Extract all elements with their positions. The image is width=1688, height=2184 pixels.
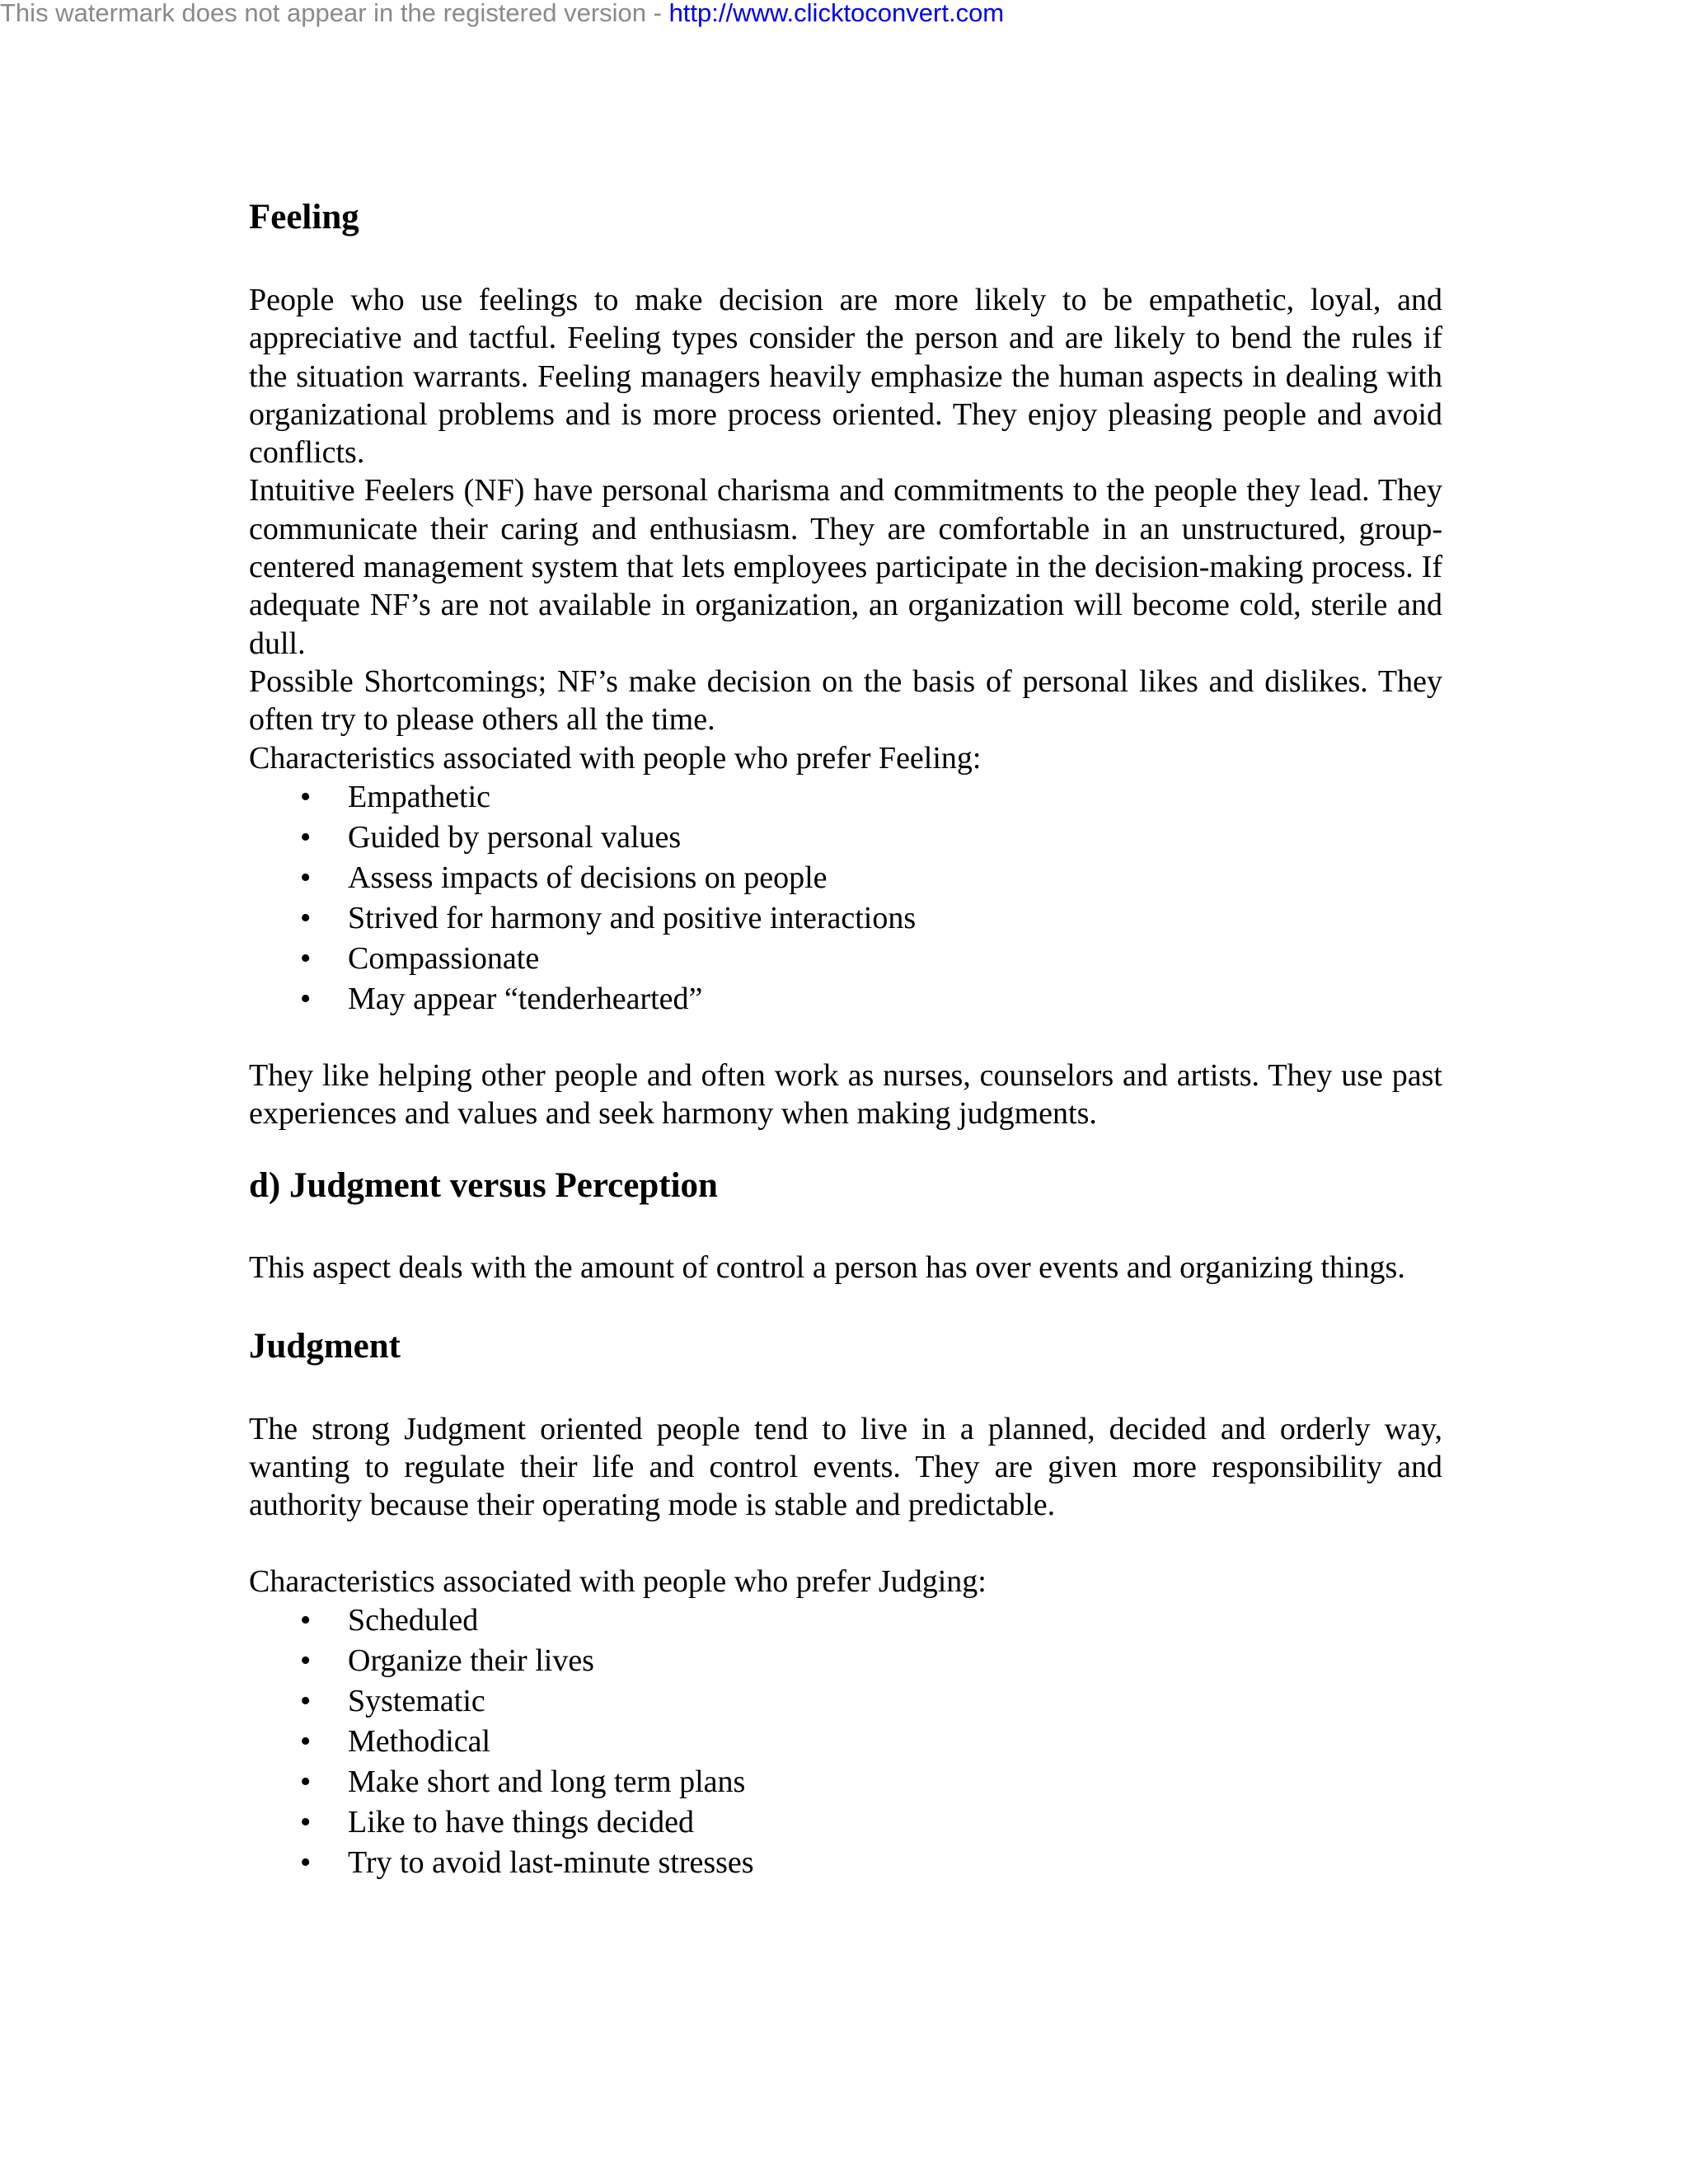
list-item-text: Systematic [348, 1683, 485, 1718]
list-item [249, 1722, 1442, 1762]
list-feeling-characteristics [249, 777, 1442, 1019]
heading-judgment-versus-perception: d) Judgment versus Perception [249, 1166, 718, 1206]
paragraph-shortcomings: Possible Shortcomings; NF’s make decision on the basis of personal likes and dislikes. They often try to please others all the time. [249, 663, 1442, 738]
list-item-text: Scheduled [348, 1602, 479, 1638]
list-item [249, 1802, 1442, 1843]
bullet-icon: • [300, 940, 312, 976]
bullet-icon: • [300, 1602, 312, 1638]
paragraph-control-aspect: This aspect deals with the amount of control a person has over events and organizing things. [249, 1250, 1405, 1286]
paragraph-judgment-oriented: The strong Judgment oriented people tend to live in a planned, decided and orderly way, wanting to regulate their life and control events. They are given more responsibility and authority because their operating mode is stable and predictable. [249, 1411, 1442, 1523]
list-item [249, 1601, 1442, 1641]
list-item-text: Assess impacts of decisions on people [348, 860, 828, 895]
heading-judgment: Judgment [249, 1326, 401, 1366]
paragraph-judging-characteristics: Characteristics associated with people who prefer Judging: [249, 1563, 987, 1599]
paragraph-feeling-characteristics: Characteristics associated with people who prefer Feeling: [249, 740, 982, 776]
bullet-icon: • [300, 1683, 312, 1718]
list-item-text: Empathetic [348, 779, 491, 814]
list-item-text: Like to have things decided [348, 1804, 694, 1840]
list-item-text: Guided by personal values [348, 819, 682, 855]
list-item-text: Make short and long term plans [348, 1764, 746, 1799]
list-item [249, 1641, 1442, 1681]
paragraph-intuitive-feelers: Intuitive Feelers (NF) have personal charisma and commitments to the people they lead. They communicate their caring and enthusiasm. They are comfortable in an unstructured, group-centered management system that lets employees participate in the decision-making process. If adequate NF’s are not available in organization, an organization will become cold, sterile and dull. [249, 473, 1442, 661]
list-item-text: Try to avoid last-minute stresses [348, 1844, 754, 1880]
list-item-text: Organize their lives [348, 1643, 594, 1678]
bullet-icon: • [300, 1723, 312, 1759]
watermark-text: This watermark does not appear in the registered version - [0, 0, 669, 27]
watermark-banner [0, 0, 1004, 26]
list-item-text: Methodical [348, 1723, 491, 1759]
list-judging-characteristics [249, 1601, 1442, 1883]
bullet-icon: • [300, 981, 312, 1016]
list-item [249, 1762, 1442, 1802]
list-item [249, 898, 1442, 939]
bullet-icon: • [300, 1643, 312, 1678]
list-item [249, 858, 1442, 898]
bullet-icon: • [300, 1764, 312, 1799]
bullet-icon: • [300, 1844, 312, 1880]
bullet-icon: • [300, 900, 312, 935]
document-body [249, 191, 1442, 1883]
bullet-icon: • [300, 1804, 312, 1840]
bullet-icon: • [300, 819, 312, 855]
list-item-text: Strived for harmony and positive interactions [348, 900, 917, 935]
list-item [249, 1681, 1442, 1722]
list-item [249, 979, 1442, 1019]
paragraph-helping-others: They like helping other people and often work as nurses, counselors and artists. They use past experiences and values and seek harmony when making judgments. [249, 1057, 1442, 1132]
watermark-link[interactable]: http://www.clicktoconvert.com [668, 0, 1005, 27]
list-item-text: May appear “tenderhearted” [348, 981, 703, 1016]
list-item [249, 939, 1442, 979]
paragraph-feeling-intro: People who use feelings to make decision are more likely to be empathetic, loyal, and appreciative and tactful. Feeling types consider the person and are likely to bend the rules if the situation warrants. Feeling managers heavily emphasize the human aspects in dealing with organizational problems and is more process oriented. They enjoy pleasing people and avoid conflicts. [249, 283, 1442, 471]
heading-feeling: Feeling [249, 198, 359, 237]
list-item-text: Compassionate [348, 940, 540, 976]
list-item [249, 1843, 1442, 1883]
bullet-icon: • [300, 860, 312, 895]
list-item [249, 818, 1442, 858]
bullet-icon: • [300, 779, 312, 814]
list-item [249, 777, 1442, 818]
